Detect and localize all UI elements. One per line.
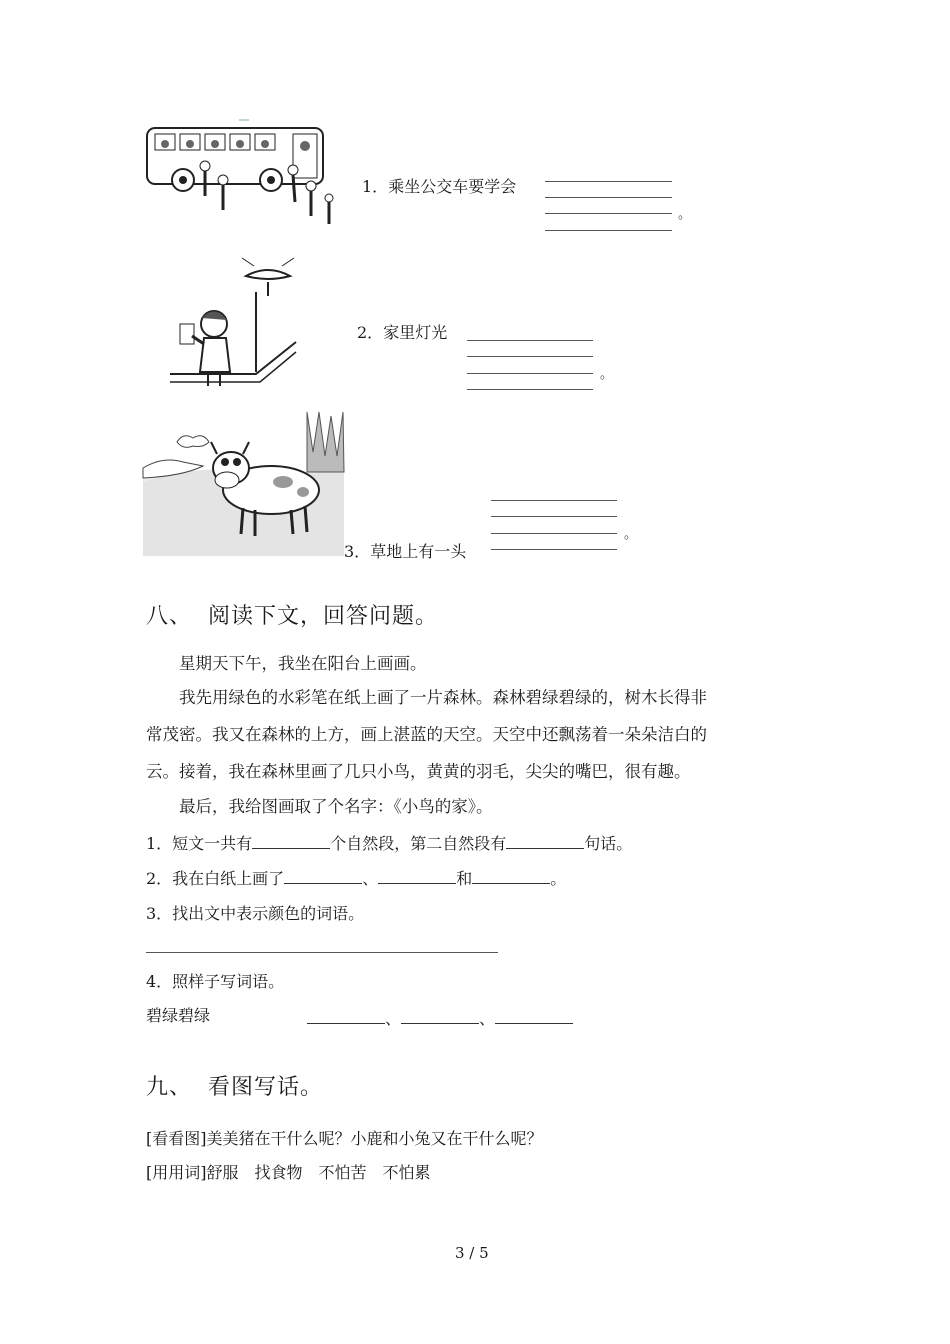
look-prompt: [看看图]美美猪在干什么呢？小鹿和小兔又在干什么呢？: [146, 1129, 543, 1148]
reading-question-3: 3．找出文中表示颜色的词语。: [146, 904, 365, 923]
answer-blank[interactable]: [378, 869, 456, 884]
reading-q2-and: 和: [456, 869, 473, 888]
answer-line[interactable]: [146, 952, 498, 953]
picture-q3-end: 。: [624, 527, 638, 542]
answer-line[interactable]: [545, 181, 672, 182]
answer-blank[interactable]: [307, 1009, 385, 1024]
answer-line[interactable]: [467, 389, 593, 390]
page-number: 3 / 5: [455, 1244, 489, 1262]
picture-q3-text: 草地上有一头: [370, 542, 467, 561]
separator: 、: [385, 1009, 402, 1028]
use-words-prompt: [用用词]舒服 找食物 不怕苦 不怕累: [146, 1163, 431, 1182]
reading-question-4: 4．照样子写词语。: [146, 972, 285, 991]
reading-q2-text: 2．我在白纸上画了: [146, 869, 285, 888]
section8-heading: [146, 599, 438, 630]
answer-line[interactable]: [467, 356, 593, 357]
answer-blank[interactable]: [284, 869, 362, 884]
reading-q1-text-a: 1．短文一共有: [146, 834, 253, 853]
passage-paragraph: 星期天下午，我坐在阳台上画画。: [179, 654, 427, 673]
separator: 、: [479, 1009, 496, 1028]
section8-heading-number: 八、: [146, 604, 193, 629]
section9-heading-number: 九、: [146, 1075, 193, 1100]
reading-question-1: [146, 831, 632, 854]
separator: 、: [362, 869, 379, 888]
reading-question-2: [146, 866, 566, 889]
picture-q2-number: 2．: [357, 323, 384, 342]
section9-heading: [146, 1070, 323, 1101]
reading-q2-end: 。: [550, 869, 567, 888]
answer-blank[interactable]: [472, 869, 550, 884]
cow-illustration: [143, 412, 344, 556]
answer-blank[interactable]: [495, 1009, 573, 1024]
section9-heading-text: 看图写话。: [208, 1075, 324, 1100]
answer-line[interactable]: [491, 533, 617, 534]
section8-heading-text: 阅读下文，回答问题。: [208, 604, 439, 629]
answer-blank[interactable]: [252, 834, 330, 849]
picture-q1-end: 。: [678, 207, 692, 222]
answer-line[interactable]: [545, 230, 672, 231]
passage-paragraph: 云。接着，我在森林里画了几只小鸟，黄黄的羽毛，尖尖的嘴巴，很有趣。: [146, 762, 691, 781]
answer-line[interactable]: [467, 373, 593, 374]
picture-q2-end: 。: [600, 367, 614, 382]
picture-q1-number: 1．: [362, 177, 389, 196]
answer-blank[interactable]: [506, 834, 584, 849]
girl-light-illustration: [170, 262, 300, 394]
answer-line[interactable]: [491, 549, 617, 550]
answer-blank[interactable]: [401, 1009, 479, 1024]
answer-line[interactable]: [545, 197, 672, 198]
answer-line[interactable]: [467, 340, 593, 341]
passage-paragraph: 最后，我给图画取了个名字：《小鸟的家》。: [179, 797, 493, 816]
word-answer-row: [307, 1006, 573, 1029]
reading-q1-text-c: 句话。: [584, 834, 633, 853]
picture-q3-number: 3．: [344, 542, 371, 561]
passage-paragraph: 常茂密。我又在森林的上方，画上湛蓝的天空。天空中还飘荡着一朵朵洁白的: [146, 725, 707, 744]
example-word: 碧绿碧绿: [146, 1006, 211, 1025]
bus-illustration: [143, 118, 343, 230]
picture-q1-text: 乘坐公交车要学会: [388, 177, 517, 196]
answer-line[interactable]: [491, 516, 617, 517]
answer-line[interactable]: [545, 213, 672, 214]
reading-q1-text-b: 个自然段，第二自然段有: [330, 834, 507, 853]
picture-q2-text: 家里灯光: [383, 323, 448, 342]
answer-line[interactable]: [491, 500, 617, 501]
passage-paragraph: 我先用绿色的水彩笔在纸上画了一片森林。森林碧绿碧绿的，树木长得非: [179, 688, 707, 707]
